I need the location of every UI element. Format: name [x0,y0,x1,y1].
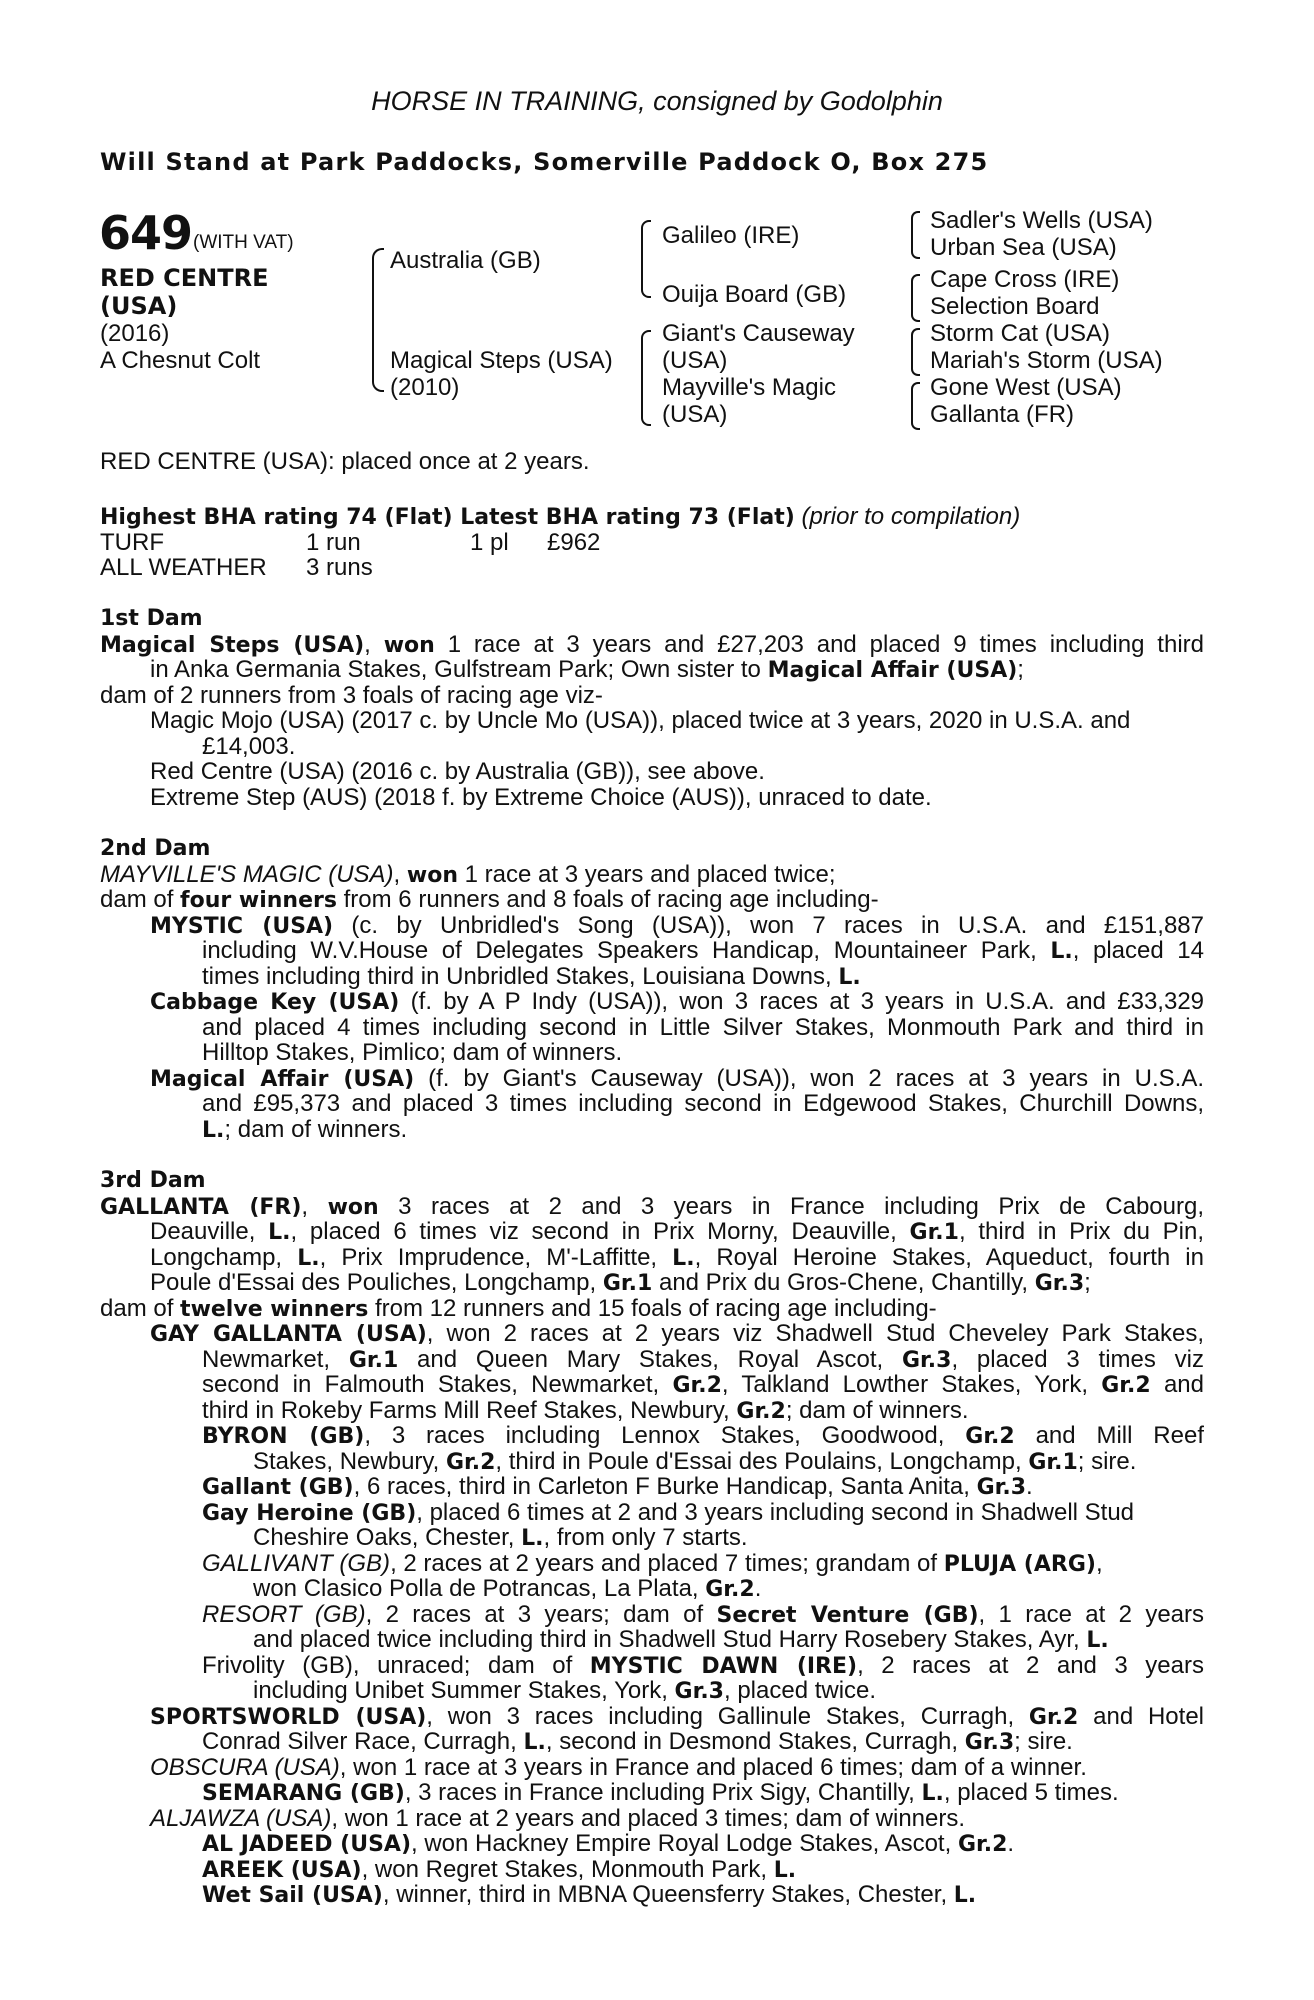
text-run: . [1026,1473,1033,1500]
text-run: PLUJA (ARG) [943,1552,1096,1577]
first-dam-line: Extreme Step (AUS) (2018 f. by Extreme Choice (AUS)), unraced to date. [150,784,932,811]
text-run: ; sire. [1077,1448,1137,1475]
first-dam-line: Magic Mojo (USA) (2017 c. by Uncle Mo (USA)), placed twice at 3 years, 2020 in U.S.A. and [150,707,1131,734]
progeny-name: Cabbage Key (USA) [150,990,400,1015]
text-run: Frivolity (GB), unraced; dam of [202,1653,590,1679]
text-run: , won Regret Stakes, Monmouth Park, [361,1856,774,1883]
text-run: ALJAWZA (USA) [150,1805,332,1832]
progeny-name: Magical Affair (USA) [150,1067,415,1092]
text-run: Deauville, [150,1219,269,1245]
won-label: won [327,1195,379,1220]
text-run: second in Falmouth Stakes, Newmarket, [202,1372,673,1398]
dam-name: Magical Steps (USA) [100,633,365,658]
second-dam-line: and £95,373 and placed 3 times including second in Edgewood Stakes, Churchill Downs, [202,1091,1204,1117]
pedigree-bracket [641,330,651,426]
text-run: Gr.2 [965,1424,1015,1449]
sire: Australia (GB) [390,247,541,274]
text-run: , 6 races, third in Carleton F Burke Handicap, Santa Anita, [353,1473,977,1500]
text-run: , 3 races in France including Prix Sigy, Chantilly, [404,1779,922,1806]
won-label: won [406,863,458,888]
third-dam-line [202,1602,1204,1628]
text-run: L. [297,1246,320,1271]
dam-sire-country: (USA) [662,347,728,374]
text-run: Gr.2 [736,1399,786,1424]
won-label: won [383,633,435,658]
third-dam-line [202,1372,1204,1398]
dam-dam-country: (USA) [662,401,728,428]
winners-count: four winners [180,888,337,913]
sire-dam: Ouija Board (GB) [662,281,847,308]
third-dam-line [253,1678,876,1705]
first-dam-line: £14,003. [202,733,296,760]
third-dam-line [202,1857,796,1884]
text-run: , won 1 race at 3 years in France and placed 6 times; dam of a winner. [339,1754,1087,1781]
second-dam-line [202,964,861,991]
all-weather-runs: 3 runs [306,554,373,581]
third-dam-line [150,1806,965,1832]
third-dam-line [202,1423,1204,1449]
text-run: dam of [100,1295,181,1322]
first-dam-line [150,657,1024,684]
text-run: , placed twice. [723,1677,877,1704]
text-run: L. [1086,1628,1109,1653]
text-run: and [1150,1372,1204,1398]
text: ; [1017,656,1024,683]
third-dam-line [202,1831,1014,1858]
pedigree-bracket [641,220,651,298]
text-run: L. [921,1781,944,1806]
text-run: . [754,1575,762,1602]
text-run: , third in Poule d'Essai des Poulains, Longchamp, [495,1448,1029,1475]
text-run: Gr.1 [348,1348,399,1373]
text-run: and placed twice including third in Shadwell Stud Harry Rosebery Stakes, Ayr, [253,1626,1087,1653]
text-run: , 1 race at 2 years [978,1602,1204,1628]
text-run: RESORT (GB) [202,1602,366,1628]
sister-name: Magical Affair (USA) [767,658,1018,683]
text: in Anka Germania Stakes, Gulfstream Park; Own sister to [150,656,768,683]
text-run: and Prix du Gros-Chene, Chantilly, [652,1269,1035,1296]
ancestor-1: Sadler's Wells (USA) [930,207,1153,234]
text: 1 race at 3 years and placed twice; [457,861,836,888]
text-run: ; dam of winners. [785,1397,969,1424]
second-dam-line [150,1066,1204,1092]
foaling-year: (2016) [100,320,170,347]
text-run: Newmarket, [202,1347,349,1373]
text: (c. by Unbridled's Song (USA)), won 7 races in U.S.A. and £151,887 [333,913,1204,939]
ancestor-2: Urban Sea (USA) [930,234,1117,261]
third-dam-line [202,1347,1204,1373]
text-run: , Talkland Lowther Stakes, York, [721,1372,1102,1398]
third-dam-line [202,1729,1073,1756]
text-run: L. [672,1246,695,1271]
text-run: , 2 races at 2 years and placed 7 times; grandam of [390,1550,944,1577]
text-run: and Queen Mary Stakes, Royal Ascot, [398,1347,902,1373]
text-run: BYRON (GB) [202,1424,365,1449]
second-dam-line [150,989,1204,1015]
text-run: twelve winners [180,1297,369,1322]
text-run: Gr.1 [1028,1450,1078,1475]
sire-sire: Galileo (IRE) [662,222,800,249]
ancestor-3: Cape Cross (IRE) [930,266,1120,293]
text-run: including Unibet Summer Stakes, York, [253,1677,675,1704]
first-dam-line: dam of 2 runners from 3 foals of racing age viz- [100,682,603,709]
text-run: Gr.3 [902,1348,952,1373]
second-dam-line: and placed 4 times including second in Little Silver Stakes, Monmouth Park and third in [202,1015,1204,1041]
lot-number: 649 [99,206,193,260]
third-dam-heading: 3rd Dam [100,1168,206,1193]
pedigree-bracket [372,248,384,392]
all-weather-label: ALL WEATHER [100,554,267,581]
separator: , [393,861,407,888]
text-run: Wet Sail (USA) [202,1883,383,1908]
text-run: Gr.1 [909,1220,959,1245]
second-dam-heading: 2nd Dam [100,836,211,861]
race-summary: RED CENTRE (USA): placed once at 2 years. [100,448,590,475]
dam-name: GALLANTA (FR) [100,1195,302,1220]
horse-name: RED CENTRE [100,264,269,292]
text-run: Gr.2 [1101,1373,1151,1398]
text-run: Stakes, Newbury, [253,1448,446,1475]
text-run: won Clasico Polla de Potrancas, La Plata, [253,1575,706,1602]
rating-text: Highest BHA rating 74 (Flat) Latest BHA rating 73 (Flat) [100,505,795,530]
ancestor-7: Gone West (USA) [930,374,1122,401]
text-run: , won 1 race at 2 years and placed 3 times; dam of winners. [331,1805,966,1832]
third-dam-line [202,1780,1119,1807]
text-run: Cheshire Oaks, Chester, [253,1524,522,1551]
text-run: , from only 7 starts. [543,1524,748,1551]
third-dam-line [150,1245,1204,1271]
text-run: , Prix Imprudence, M'-Laffitte, [319,1245,673,1271]
third-dam-line [202,1500,1134,1527]
third-dam-line [253,1576,761,1603]
turf-label: TURF [100,529,164,556]
ancestor-4: Selection Board [930,293,1100,320]
text-run: Gr.3 [674,1679,724,1704]
text: , placed 14 [1072,938,1204,964]
third-dam-line [202,1882,976,1909]
third-dam-line [150,1321,1204,1347]
text: (f. by Giant's Causeway (USA)), won 2 races at 3 years in U.S.A. [414,1066,1204,1092]
third-dam-line [202,1551,1103,1578]
text-run: Conrad Silver Race, Curragh, [202,1728,524,1755]
text-run: , 2 races at 2 and 3 years [857,1653,1204,1679]
text-run: , won 3 races including Gallinule Stakes, Curragh, [426,1704,1029,1730]
text-run: , 3 races including Lennox Stakes, Goodwood, [364,1423,966,1449]
separator: , [364,632,384,658]
text: from 6 runners and 8 foals of racing age including- [336,886,879,913]
turf-placed: 1 pl [470,529,509,556]
text-run: Gr.2 [445,1450,496,1475]
progeny-name: MYSTIC (USA) [150,914,334,939]
third-dam-line [150,1219,1204,1245]
third-dam-line [253,1627,1109,1654]
listed-label: L. [838,965,861,990]
text-run: Poule d'Essai des Pouliches, Longchamp, [150,1269,603,1296]
pedigree-bracket [911,274,920,322]
text-run: ; [1084,1269,1091,1296]
text-run: Gr.3 [1034,1271,1085,1296]
turf-prize: £962 [547,529,601,556]
text: 3 races at 2 and 3 years in France including Prix de Cabourg, [378,1194,1204,1220]
third-dam-line [253,1525,748,1552]
text-run: SEMARANG (GB) [202,1781,405,1806]
second-dam-line [100,862,836,889]
text-run: SPORTSWORLD (USA) [150,1705,427,1730]
third-dam-line [202,1398,969,1425]
text-run: Gr.3 [976,1475,1027,1500]
text-run: , 2 races at 3 years; dam of [365,1602,717,1628]
rating-note: (prior to compilation) [801,503,1021,530]
text-run: from 12 runners and 15 foals of racing age including- [368,1295,937,1322]
listed-label: L. [202,1118,225,1143]
text-run: , won 2 races at 2 years viz Shadwell Stud Cheveley Park Stakes, [426,1321,1204,1347]
text-run: Secret Venture (GB) [716,1603,979,1628]
text-run: and Hotel [1078,1704,1204,1730]
third-dam-line [202,1653,1204,1679]
text-run: , third in Prix du Pin, [958,1219,1204,1245]
text-run: , won Hackney Empire Royal Lodge Stakes, Ascot, [411,1830,958,1857]
text-run: third in Rokeby Farms Mill Reef Stakes, Newbury, [202,1397,737,1424]
text: ; dam of winners. [224,1116,408,1143]
text-run: Gr.2 [957,1832,1008,1857]
text: 1 race at 3 years and £27,203 and placed 9 times including third [434,632,1204,658]
pedigree-bracket [911,211,920,259]
text-run: GAY GALLANTA (USA) [150,1322,427,1347]
third-dam-line [202,1474,1033,1501]
text: times including third in Unbridled Stakes, Louisiana Downs, [202,963,839,990]
text-run: AL JADEED (USA) [202,1832,411,1857]
text-run: , placed 6 times at 2 and 3 years including second in Shadwell Stud [416,1499,1135,1526]
text-run: ; sire. [1014,1728,1073,1755]
text-run: AREEK (USA) [202,1858,362,1883]
second-dam-line [202,938,1204,964]
second-dam-line [100,887,879,914]
horse-description: A Chesnut Colt [100,347,261,374]
horse-country: (USA) [100,292,178,320]
text-run: , Royal Heroine Stakes, Aqueduct, fourth in [694,1245,1204,1271]
text-run: . [1007,1830,1015,1857]
text-run: , placed 6 times viz second in Prix Morny, Deauville, [290,1219,910,1245]
text-run: Gay Heroine (GB) [202,1501,417,1526]
text-run: Longchamp, [150,1245,298,1271]
first-dam-heading: 1st Dam [100,606,203,631]
text-run: , winner, third in MBNA Queensferry Stakes, Chester, [382,1881,954,1908]
bha-rating [100,504,1020,531]
text-run: L. [521,1526,544,1551]
vat-note: (WITH VAT) [193,232,294,253]
listed-label: L. [1050,939,1073,964]
text-run: OBSCURA (USA) [150,1754,340,1781]
dam-name: MAYVILLE'S MAGIC (USA) [100,861,394,888]
third-dam-line [100,1296,937,1323]
second-dam-line [202,1117,407,1144]
pedigree-bracket [911,328,920,376]
turf-runs: 1 run [306,529,361,556]
text-run: GALLIVANT (GB) [202,1550,391,1577]
third-dam-line [150,1270,1091,1297]
text-run: L. [773,1858,797,1883]
ancestor-8: Gallanta (FR) [930,401,1075,428]
dam-dam: Mayville's Magic [662,374,836,401]
first-dam-line [100,632,1204,658]
first-dam-line: Red Centre (USA) (2016 c. by Australia (GB)), see above. [150,758,765,785]
third-dam-line [150,1704,1204,1730]
dam: Magical Steps (USA) [390,347,613,374]
third-dam-line [253,1449,1136,1476]
pedigree-bracket [911,382,920,430]
second-dam-line [150,913,1204,939]
text-run: Gr.2 [705,1577,755,1602]
ancestor-5: Storm Cat (USA) [930,320,1111,347]
third-dam-line [100,1194,1204,1220]
text: (f. by A P Indy (USA)), won 3 races at 3 years in U.S.A. and £33,329 [399,989,1204,1015]
text-run: Gr.2 [672,1373,722,1398]
text-run: L. [523,1730,546,1755]
text-run: Gr.2 [1028,1705,1079,1730]
text: dam of [100,886,181,913]
separator: , [301,1194,328,1220]
ancestor-6: Mariah's Storm (USA) [930,347,1163,374]
stand-location: Will Stand at Park Paddocks, Somerville Paddock O, Box 275 [100,148,989,176]
text-run: Gr.3 [964,1730,1015,1755]
second-dam-line: Hilltop Stakes, Pimlico; dam of winners. [202,1039,623,1066]
text-run: Gallant (GB) [202,1475,354,1500]
third-dam-line [150,1755,1087,1781]
text-run: , placed 5 times. [943,1779,1119,1806]
text-run: MYSTIC DAWN (IRE) [589,1654,858,1679]
text-run: and Mill Reef [1014,1423,1204,1449]
text-run: , placed 3 times viz [951,1347,1204,1373]
dam-year: (2010) [390,374,460,401]
text-run: L. [953,1883,977,1908]
text: including W.V.House of Delegates Speakers Handicap, Mountaineer Park, [202,938,1051,964]
text-run: , [1095,1550,1103,1577]
text-run: L. [268,1220,291,1245]
text-run: Gr.1 [602,1271,653,1296]
catalogue-title: HORSE IN TRAINING, consigned by Godolphin [371,86,943,116]
text-run: , second in Desmond Stakes, Curragh, [545,1728,965,1755]
dam-sire: Giant's Causeway [662,320,855,347]
